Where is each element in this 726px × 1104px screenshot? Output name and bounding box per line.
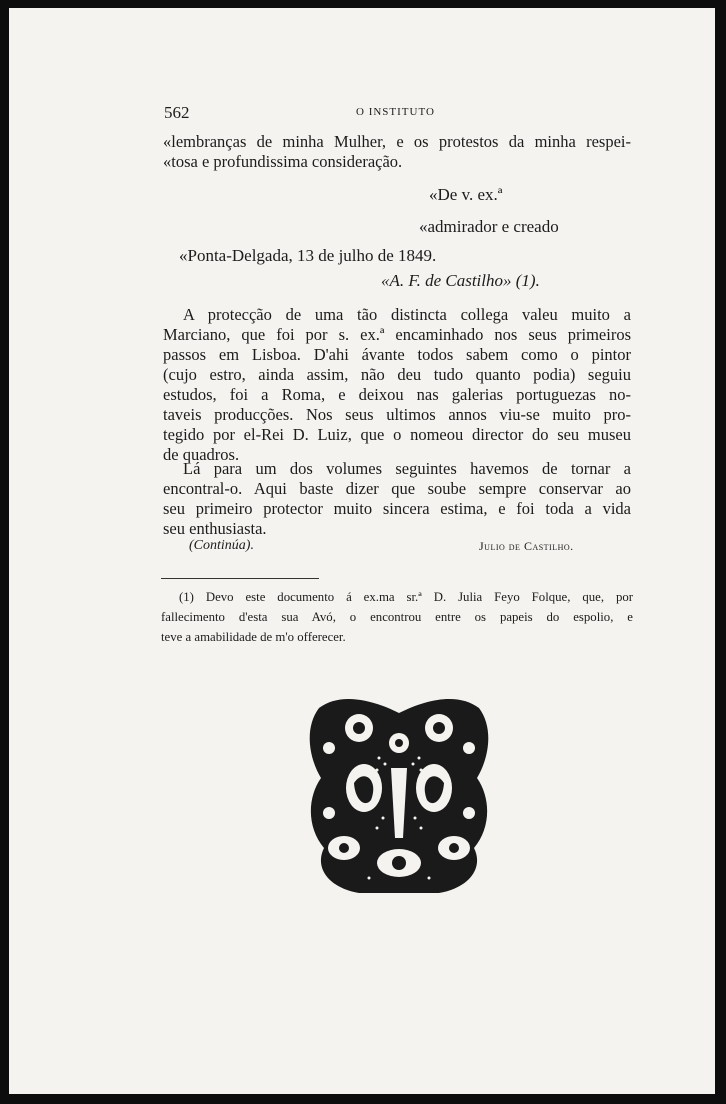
text-line: seu enthusiasta. bbox=[163, 519, 267, 538]
text-line: A protecção de uma tão distincta collega valeu muito a bbox=[183, 305, 631, 324]
text-line: Lá para um dos volumes seguintes havemos de tornar a bbox=[183, 459, 631, 478]
footnote-line: fallecimento d'esta sua Avó, o encontrou entre os papeis do espolio, e bbox=[161, 610, 633, 624]
page-header bbox=[164, 103, 464, 123]
text-line: (cujo estro, ainda assim, não deu tudo quanto podia) seguiu bbox=[163, 365, 631, 384]
letter-line: «lembranças de minha Mulher, e os protestos da minha respei- bbox=[163, 132, 631, 151]
page-number: 562 bbox=[164, 103, 190, 122]
paragraph-2 bbox=[163, 459, 631, 539]
letter-body bbox=[163, 132, 631, 172]
text-line: seu primeiro protector muito sincera estima, e foi toda a vida bbox=[163, 499, 631, 518]
text-line: estudos, foi a Roma, e deixou nas galerias portuguezas no- bbox=[163, 385, 631, 404]
floral-ornament-icon bbox=[299, 688, 499, 898]
author-name: Julio de Castilho. bbox=[479, 539, 574, 553]
letter-line: «tosa e profundissima consideração. bbox=[163, 152, 403, 171]
text-line: passos em Lisboa. D'ahi ávante todos sabem como o pintor bbox=[163, 345, 631, 364]
text-line: de quadros. bbox=[163, 445, 240, 464]
text-line: encontral-o. Aqui baste dizer que soube sempre conservar ao bbox=[163, 479, 631, 498]
letter-admirer: «admirador e creado bbox=[419, 217, 559, 236]
footnote-rule bbox=[161, 578, 319, 579]
text-line: taveis producções. Nos seus ultimos annos viu-se muito pro- bbox=[163, 405, 631, 424]
footnote-line: teve a amabilidade de m'o offerecer. bbox=[161, 630, 346, 644]
page bbox=[9, 8, 715, 1094]
letter-signature: «A. F. de Castilho» (1). bbox=[381, 271, 540, 290]
paragraph-1 bbox=[163, 305, 631, 465]
text-line: tegido por el-Rei D. Luiz, que o nomeou director do seu museu bbox=[163, 425, 631, 444]
footnote bbox=[161, 590, 633, 650]
text-line: Marciano, que foi por s. ex.ª encaminhado nos seus primeiros bbox=[163, 325, 631, 344]
letter-place-date: «Ponta-Delgada, 13 de julho de 1849. bbox=[179, 246, 437, 265]
running-title: O INSTITUTO bbox=[356, 106, 435, 118]
continua-note: (Continúa). bbox=[189, 538, 254, 553]
letter-closing: «De v. ex.ª bbox=[429, 185, 503, 204]
footnote-line: (1) Devo este documento á ex.ma sr.ª D. Julia Feyo Folque, que, por bbox=[179, 590, 633, 604]
